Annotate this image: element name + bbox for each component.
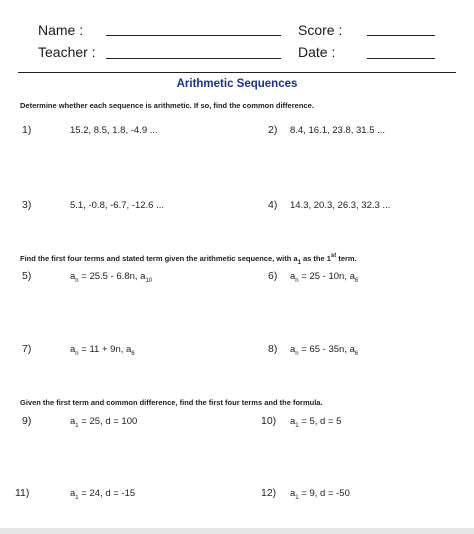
- section-1-instruction: Determine whether each sequence is arithmetic. If so, find the common difference.: [20, 101, 314, 110]
- name-blank-line[interactable]: [106, 35, 281, 36]
- problem-9-number: 9): [22, 415, 32, 427]
- problem-6-text: $a_n = 25 - 10n$, $a_6$: [290, 271, 359, 284]
- date-blank-line[interactable]: [367, 58, 435, 59]
- date-label: Date :: [298, 44, 336, 60]
- header-divider: [18, 72, 456, 73]
- problem-4-text: 14.3, 20.3, 26.3, 32.3 ...: [290, 200, 391, 211]
- page-title: Arithmetic Sequences: [176, 78, 298, 90]
- problem-3-text: 5.1, -0.8, -6.7, -12.6 ...: [70, 200, 164, 211]
- problem-9-text: $a_1 = 25$, d = 100: [70, 416, 138, 429]
- problem-1-number: 1): [22, 124, 32, 136]
- problem-11-text: $a_1 = 24$, d = -15: [70, 488, 136, 501]
- problem-2-text: 8.4, 16.1, 23.8, 31.5 ...: [290, 125, 386, 136]
- problem-10-number: 10): [261, 415, 277, 427]
- problem-12-number: 12): [261, 487, 277, 499]
- teacher-label: Teacher :: [38, 44, 96, 60]
- problem-7-number: 7): [22, 343, 32, 355]
- problem-4-number: 4): [268, 199, 278, 211]
- name-label: Name :: [38, 22, 84, 38]
- problem-10-text: $a_1 = 5$, d = 5: [290, 416, 342, 429]
- problem-5-text: $a_n = 25.5 - 6.8n$, $a_{10}$: [70, 271, 153, 284]
- problem-1-text: 15.2, 8.5, 1.8, -4.9 ...: [70, 125, 158, 136]
- bottom-edge-strip: [0, 528, 474, 534]
- problem-8-number: 8): [268, 343, 278, 355]
- problem-11-number: 11): [15, 487, 30, 499]
- score-blank-line[interactable]: [367, 35, 435, 36]
- problem-3-number: 3): [22, 199, 32, 211]
- section-3-instruction: Given the first term and common difference, find the first four terms and the formula.: [20, 398, 323, 407]
- score-label: Score :: [298, 22, 343, 38]
- problem-12-text: $a_1 = 9$, d = -50: [290, 488, 350, 501]
- problem-7-text: $a_n = 11 + 9n$, $a_6$: [70, 344, 135, 357]
- teacher-blank-line[interactable]: [106, 58, 281, 59]
- problem-8-text: $a_n = 65 - 35n$, $a_6$: [290, 344, 359, 357]
- problem-6-number: 6): [268, 270, 278, 282]
- section-2-instruction: Find the first four terms and stated term given the arithmetic sequence, with $a_1$ as the 1st term.: [20, 253, 357, 266]
- problem-5-number: 5): [22, 270, 32, 282]
- problem-2-number: 2): [268, 124, 278, 136]
